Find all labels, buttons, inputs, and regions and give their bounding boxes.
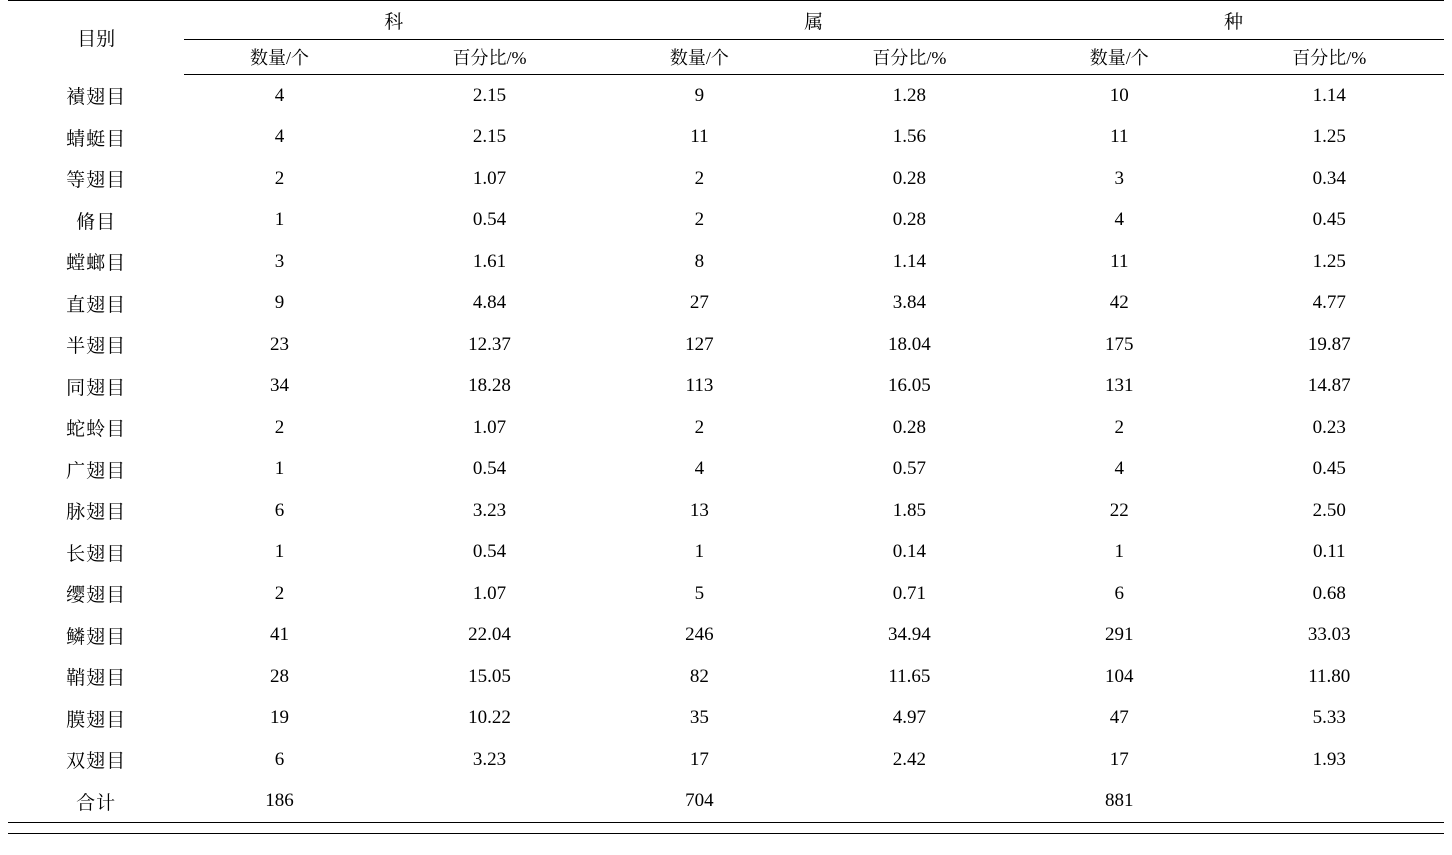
value-cell: 11 xyxy=(690,126,709,148)
total-value-cell: 186 xyxy=(184,781,374,823)
group-header-row xyxy=(8,1,1444,40)
order-name-cell: 同翅目 xyxy=(66,377,127,399)
value-cell: 33.03 xyxy=(1307,624,1351,646)
table-row xyxy=(8,615,1444,657)
value-cell: 1 xyxy=(274,458,285,480)
order-name-cell: 螳螂目 xyxy=(66,253,127,275)
value-cell: 0.57 xyxy=(892,458,926,480)
value-cell: 2.15 xyxy=(472,84,507,106)
value-cell: 16.05 xyxy=(887,375,931,397)
value-cell: 4 xyxy=(274,84,285,106)
order-name-cell: 脉翅目 xyxy=(66,502,127,524)
table-row xyxy=(8,490,1444,532)
value-cell: 23 xyxy=(270,333,290,355)
sub-header-genus-count: 数量/个 xyxy=(604,40,794,75)
value-cell: 1 xyxy=(274,209,285,231)
value-cell: 1.07 xyxy=(472,582,507,604)
value-cell: 0.34 xyxy=(1312,167,1346,189)
sub-header-family-percent: 百分比/% xyxy=(375,40,604,75)
value-cell: 0.28 xyxy=(892,209,926,231)
total-value-cell xyxy=(375,781,604,823)
table-row xyxy=(8,241,1444,283)
table-row xyxy=(8,200,1444,242)
order-name-cell: 广翅目 xyxy=(66,460,127,482)
value-cell: 18.04 xyxy=(887,333,931,355)
value-cell: 1.07 xyxy=(472,416,507,438)
value-cell: 2 xyxy=(274,167,285,189)
table-body xyxy=(8,75,1444,834)
total-value-cell xyxy=(1215,781,1445,823)
value-cell: 0.28 xyxy=(892,167,926,189)
value-cell: 9 xyxy=(694,84,705,106)
value-cell: 3 xyxy=(1114,167,1125,189)
table-row xyxy=(8,449,1444,491)
order-name-cell: 襀翅目 xyxy=(66,87,127,108)
value-cell: 1.85 xyxy=(892,499,926,521)
order-name-cell: 鞘翅目 xyxy=(66,668,127,690)
value-cell: 131 xyxy=(1105,375,1134,397)
sub-header-species-percent: 百分比/% xyxy=(1215,40,1445,75)
table-row xyxy=(8,573,1444,615)
value-cell: 4 xyxy=(694,458,705,480)
value-cell: 1 xyxy=(274,541,285,563)
table-row xyxy=(8,75,1444,117)
group-header-species: 种 xyxy=(1024,1,1444,40)
value-cell: 0.23 xyxy=(1312,416,1346,438)
value-cell: 2 xyxy=(694,416,705,438)
value-cell: 6 xyxy=(274,748,285,770)
order-name-cell: 直翅目 xyxy=(66,294,127,316)
value-cell: 3 xyxy=(274,250,285,272)
value-cell: 34.94 xyxy=(887,624,931,646)
table-row xyxy=(8,117,1444,159)
value-cell: 3.23 xyxy=(472,499,507,521)
value-cell: 4 xyxy=(274,126,285,148)
table-row xyxy=(8,324,1444,366)
value-cell: 10 xyxy=(1109,84,1129,106)
value-cell: 5 xyxy=(694,582,705,604)
value-cell: 1.14 xyxy=(892,250,926,272)
table-row xyxy=(8,407,1444,449)
table-row xyxy=(8,698,1444,740)
value-cell: 42 xyxy=(1109,292,1129,314)
value-cell: 15.05 xyxy=(468,665,511,687)
group-header-genus: 属 xyxy=(604,1,1024,40)
table-row xyxy=(8,366,1444,408)
value-cell: 14.87 xyxy=(1307,375,1351,397)
insect-order-statistics-table xyxy=(8,0,1444,834)
value-cell: 27 xyxy=(689,292,709,314)
value-cell: 127 xyxy=(685,333,714,355)
value-cell: 0.45 xyxy=(1312,209,1346,231)
value-cell: 0.45 xyxy=(1312,458,1346,480)
value-cell: 11.65 xyxy=(888,665,931,687)
total-value-cell: 881 xyxy=(1024,781,1214,823)
order-name-cell: 长翅目 xyxy=(66,543,127,565)
value-cell: 1.93 xyxy=(1312,748,1346,770)
value-cell: 2.50 xyxy=(1312,499,1346,521)
value-cell: 246 xyxy=(685,624,714,646)
value-cell: 47 xyxy=(1109,707,1129,729)
order-name-cell: 膜翅目 xyxy=(66,709,127,731)
value-cell: 0.71 xyxy=(892,582,926,604)
value-cell: 2 xyxy=(274,416,285,438)
value-cell: 1 xyxy=(694,541,705,563)
value-cell: 18.28 xyxy=(468,375,511,397)
value-cell: 5.33 xyxy=(1312,707,1346,729)
value-cell: 35 xyxy=(689,707,709,729)
value-cell: 1.61 xyxy=(472,250,507,272)
value-cell: 28 xyxy=(270,665,290,687)
value-cell: 1.56 xyxy=(892,126,926,148)
total-row xyxy=(8,781,1444,823)
total-label-cell: 合计 xyxy=(8,781,184,823)
value-cell: 6 xyxy=(1114,582,1125,604)
value-cell: 1.07 xyxy=(472,167,507,189)
value-cell: 104 xyxy=(1105,665,1134,687)
value-cell: 1.25 xyxy=(1312,126,1346,148)
value-cell: 2 xyxy=(1114,416,1125,438)
group-header-family: 科 xyxy=(184,1,604,40)
value-cell: 82 xyxy=(689,665,709,687)
value-cell: 9 xyxy=(274,292,285,314)
sub-header-family-count: 数量/个 xyxy=(184,40,374,75)
value-cell: 0.54 xyxy=(472,541,507,563)
order-name-cell: 等翅目 xyxy=(66,170,127,192)
value-cell: 8 xyxy=(694,250,705,272)
value-cell: 175 xyxy=(1105,333,1134,355)
table-row xyxy=(8,739,1444,781)
table-row xyxy=(8,158,1444,200)
value-cell: 11 xyxy=(1110,126,1129,148)
value-cell: 113 xyxy=(685,375,714,397)
value-cell: 34 xyxy=(270,375,290,397)
value-cell: 2.42 xyxy=(892,748,926,770)
value-cell: 0.54 xyxy=(472,209,507,231)
sub-header-genus-percent: 百分比/% xyxy=(795,40,1024,75)
value-cell: 0.68 xyxy=(1312,582,1346,604)
value-cell: 291 xyxy=(1105,624,1134,646)
value-cell: 2 xyxy=(694,167,705,189)
value-cell: 3.84 xyxy=(892,292,926,314)
table-row xyxy=(8,532,1444,574)
value-cell: 22.04 xyxy=(468,624,511,646)
row-header-label: 目别 xyxy=(8,1,184,75)
value-cell: 19 xyxy=(270,707,290,729)
total-value-cell: 704 xyxy=(604,781,794,823)
value-cell: 12.37 xyxy=(468,333,511,355)
value-cell: 19.87 xyxy=(1307,333,1351,355)
value-cell: 13 xyxy=(689,499,709,521)
sub-header-row xyxy=(8,40,1444,75)
bottom-rule-cell xyxy=(8,823,1444,834)
sub-header-species-count: 数量/个 xyxy=(1024,40,1214,75)
value-cell: 2.15 xyxy=(472,126,507,148)
order-name-cell: 半翅目 xyxy=(66,336,127,358)
value-cell: 6 xyxy=(274,499,285,521)
value-cell: 0.28 xyxy=(892,416,926,438)
value-cell: 1 xyxy=(1114,541,1125,563)
value-cell: 17 xyxy=(689,748,709,770)
value-cell: 0.14 xyxy=(892,541,926,563)
total-value-cell xyxy=(795,781,1024,823)
value-cell: 1.28 xyxy=(892,84,926,106)
order-name-cell: 蜻蜓目 xyxy=(66,128,127,150)
value-cell: 3.23 xyxy=(472,748,507,770)
table-row xyxy=(8,656,1444,698)
order-name-cell: 蛇蛉目 xyxy=(66,419,127,441)
value-cell: 2 xyxy=(274,582,285,604)
order-name-cell: 脩目 xyxy=(76,211,117,233)
value-cell: 11 xyxy=(1110,250,1129,272)
value-cell: 10.22 xyxy=(468,707,511,729)
value-cell: 4.84 xyxy=(472,292,507,314)
value-cell: 2 xyxy=(694,209,705,231)
value-cell: 4 xyxy=(1114,209,1125,231)
value-cell: 4.97 xyxy=(892,707,926,729)
value-cell: 4 xyxy=(1114,458,1125,480)
table-row xyxy=(8,283,1444,325)
value-cell: 0.54 xyxy=(472,458,507,480)
order-name-cell: 鳞翅目 xyxy=(66,626,127,648)
bottom-rule xyxy=(8,823,1444,834)
table-head xyxy=(8,1,1444,75)
value-cell: 17 xyxy=(1109,748,1129,770)
order-name-cell: 缨翅目 xyxy=(66,585,127,607)
value-cell: 41 xyxy=(270,624,290,646)
order-name-cell: 双翅目 xyxy=(66,751,127,773)
value-cell: 4.77 xyxy=(1312,292,1346,314)
value-cell: 11.80 xyxy=(1308,665,1351,687)
value-cell: 0.11 xyxy=(1312,541,1346,563)
value-cell: 1.14 xyxy=(1312,84,1346,106)
value-cell: 22 xyxy=(1109,499,1129,521)
value-cell: 1.25 xyxy=(1312,250,1346,272)
